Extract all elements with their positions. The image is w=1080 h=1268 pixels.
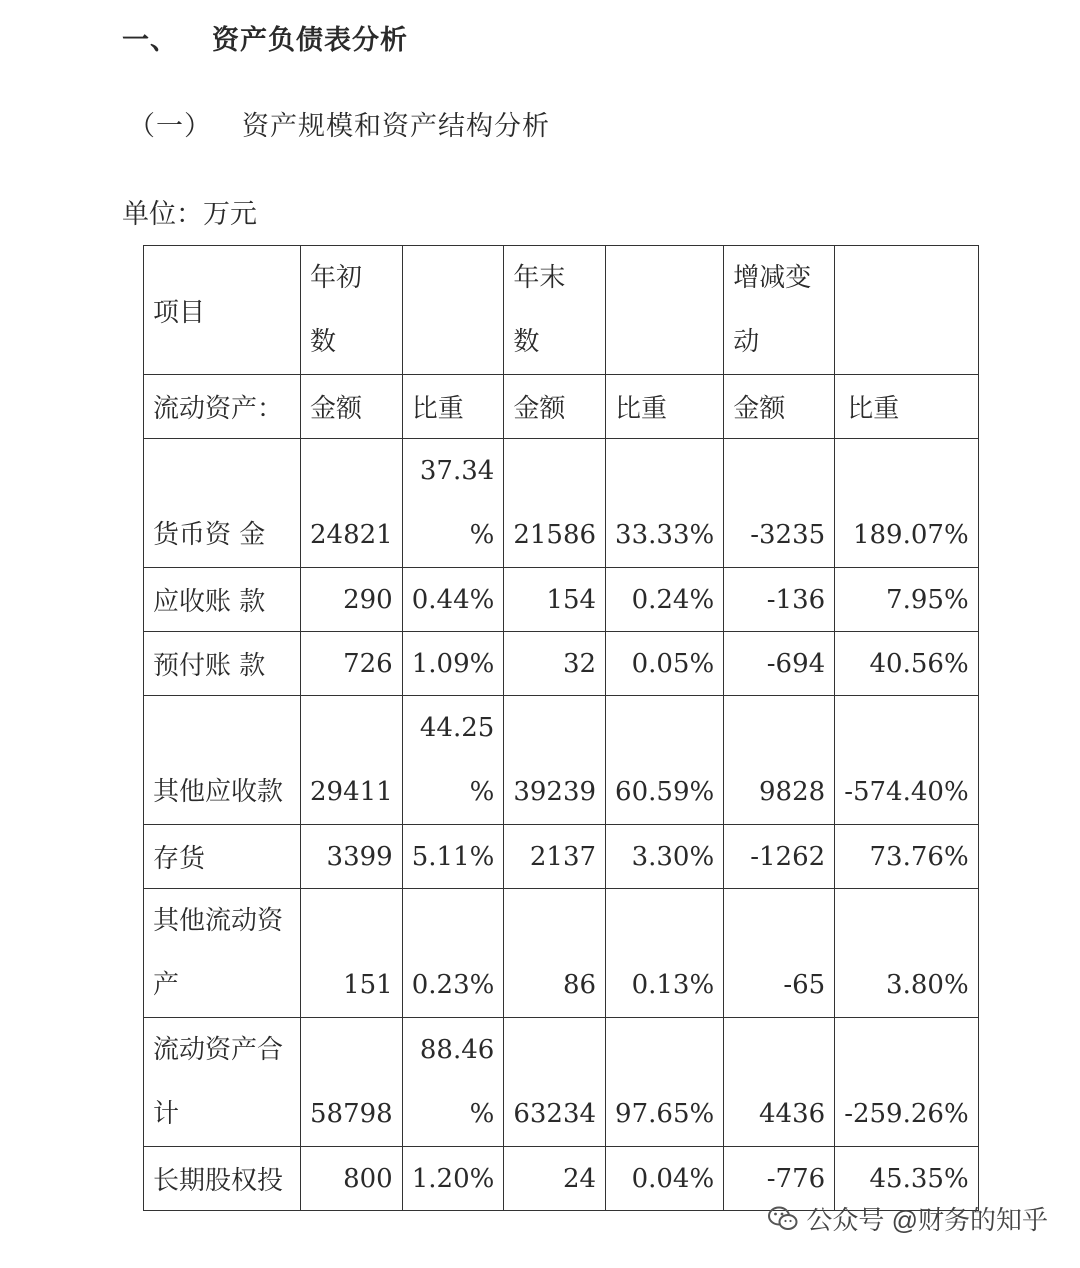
- table-row: [144, 1018, 979, 1147]
- table-row: [144, 568, 979, 632]
- section-number: 一、: [122, 25, 178, 56]
- row-end-amount: 39239: [504, 696, 606, 825]
- row-end-ratio: 3.30%: [606, 825, 724, 889]
- row-change-amount: -694: [724, 632, 835, 696]
- row-begin-ratio: 44.25 %: [402, 696, 504, 825]
- row-begin-ratio: 88.46 %: [402, 1018, 504, 1147]
- row-end-amount: 32: [504, 632, 606, 696]
- row-begin-amount: 290: [301, 568, 403, 632]
- header-begin-line1: 年初: [310, 263, 363, 293]
- row-end-amount: 21586: [504, 439, 606, 568]
- table-row: [144, 439, 979, 568]
- row-end-amount: 86: [504, 889, 606, 1018]
- row-begin-amount: 800: [301, 1147, 403, 1211]
- section-title: 资产负债表分析: [212, 25, 408, 56]
- row-end-amount: 24: [504, 1147, 606, 1211]
- row-end-ratio: 33.33%: [606, 439, 724, 568]
- row-change-amount: -65: [724, 889, 835, 1018]
- header-empty-1: [402, 246, 504, 375]
- row-begin-amount: 29411: [301, 696, 403, 825]
- subsection-heading: [128, 104, 550, 143]
- subheader-section: 流动资产：: [144, 375, 301, 439]
- row-change-ratio: 7.95%: [835, 568, 978, 632]
- subsection-number: （一）: [128, 111, 212, 142]
- row-change-amount: -776: [724, 1147, 835, 1211]
- row-end-ratio: 97.65%: [606, 1018, 724, 1147]
- subsection-title: 资产规模和资产结构分析: [242, 111, 550, 142]
- row-begin-amount: 3399: [301, 825, 403, 889]
- unit-label: 单位：万元: [122, 199, 257, 230]
- row-name: 应收账 款: [144, 568, 301, 632]
- subheader-ratio-change: 比重: [835, 375, 978, 439]
- row-end-ratio: 0.05%: [606, 632, 724, 696]
- row-begin-ratio: 1.09%: [402, 632, 504, 696]
- asset-structure-table: [143, 245, 979, 1211]
- subheader-amount-change: 金额: [724, 375, 835, 439]
- row-change-amount: -3235: [724, 439, 835, 568]
- table-row: [144, 825, 979, 889]
- subheader-ratio-begin: 比重: [402, 375, 504, 439]
- header-end-line2: 数: [513, 327, 540, 357]
- header-begin-line2: 数: [310, 327, 337, 357]
- table-subheader-row: [144, 375, 979, 439]
- row-end-amount: 154: [504, 568, 606, 632]
- row-change-amount: 4436: [724, 1018, 835, 1147]
- row-end-ratio: 60.59%: [606, 696, 724, 825]
- row-change-ratio: 40.56%: [835, 632, 978, 696]
- row-begin-amount: 58798: [301, 1018, 403, 1147]
- watermark-text: 公众号 @财务的知乎: [806, 1205, 1048, 1235]
- wechat-icon: [768, 1206, 798, 1232]
- row-change-ratio: -259.26%: [835, 1018, 978, 1147]
- table-row: [144, 889, 979, 1018]
- table-row: [144, 696, 979, 825]
- header-begin: [301, 246, 403, 375]
- row-begin-ratio: 0.23%: [402, 889, 504, 1018]
- row-name: 其他流动资 产: [144, 889, 301, 1018]
- row-change-amount: -136: [724, 568, 835, 632]
- header-empty-3: [835, 246, 978, 375]
- row-end-amount: 63234: [504, 1018, 606, 1147]
- row-change-ratio: -574.40%: [835, 696, 978, 825]
- row-end-amount: 2137: [504, 825, 606, 889]
- header-end: [504, 246, 606, 375]
- section-heading-1: [122, 18, 408, 57]
- row-change-ratio: 45.35%: [835, 1147, 978, 1211]
- row-change-ratio: 3.80%: [835, 889, 978, 1018]
- row-change-amount: -1262: [724, 825, 835, 889]
- row-begin-amount: 726: [301, 632, 403, 696]
- header-change-line2: 动: [733, 327, 760, 357]
- subheader-amount-end: 金额: [504, 375, 606, 439]
- row-end-ratio: 0.13%: [606, 889, 724, 1018]
- row-name: 其他应收款: [144, 696, 301, 825]
- subheader-amount-begin: 金额: [301, 375, 403, 439]
- watermark: [768, 1200, 1048, 1237]
- header-empty-2: [606, 246, 724, 375]
- row-change-ratio: 73.76%: [835, 825, 978, 889]
- header-change: [724, 246, 835, 375]
- table-header-row: [144, 246, 979, 375]
- row-begin-ratio: 37.34 %: [402, 439, 504, 568]
- row-begin-ratio: 1.20%: [402, 1147, 504, 1211]
- row-name: 长期股权投: [144, 1147, 301, 1211]
- row-begin-ratio: 0.44%: [402, 568, 504, 632]
- header-item: 项目: [144, 246, 301, 375]
- row-name: 货币资 金: [144, 439, 301, 568]
- row-name: 流动资产合 计: [144, 1018, 301, 1147]
- row-change-amount: 9828: [724, 696, 835, 825]
- header-end-line1: 年末: [513, 263, 566, 293]
- row-end-ratio: 0.04%: [606, 1147, 724, 1211]
- row-name: 存货: [144, 825, 301, 889]
- row-begin-amount: 151: [301, 889, 403, 1018]
- row-name: 预付账 款: [144, 632, 301, 696]
- table-row: [144, 632, 979, 696]
- row-end-ratio: 0.24%: [606, 568, 724, 632]
- row-begin-amount: 24821: [301, 439, 403, 568]
- header-change-line1: 增减变: [733, 263, 812, 293]
- row-change-ratio: 189.07%: [835, 439, 978, 568]
- subheader-ratio-end: 比重: [606, 375, 724, 439]
- row-begin-ratio: 5.11%: [402, 825, 504, 889]
